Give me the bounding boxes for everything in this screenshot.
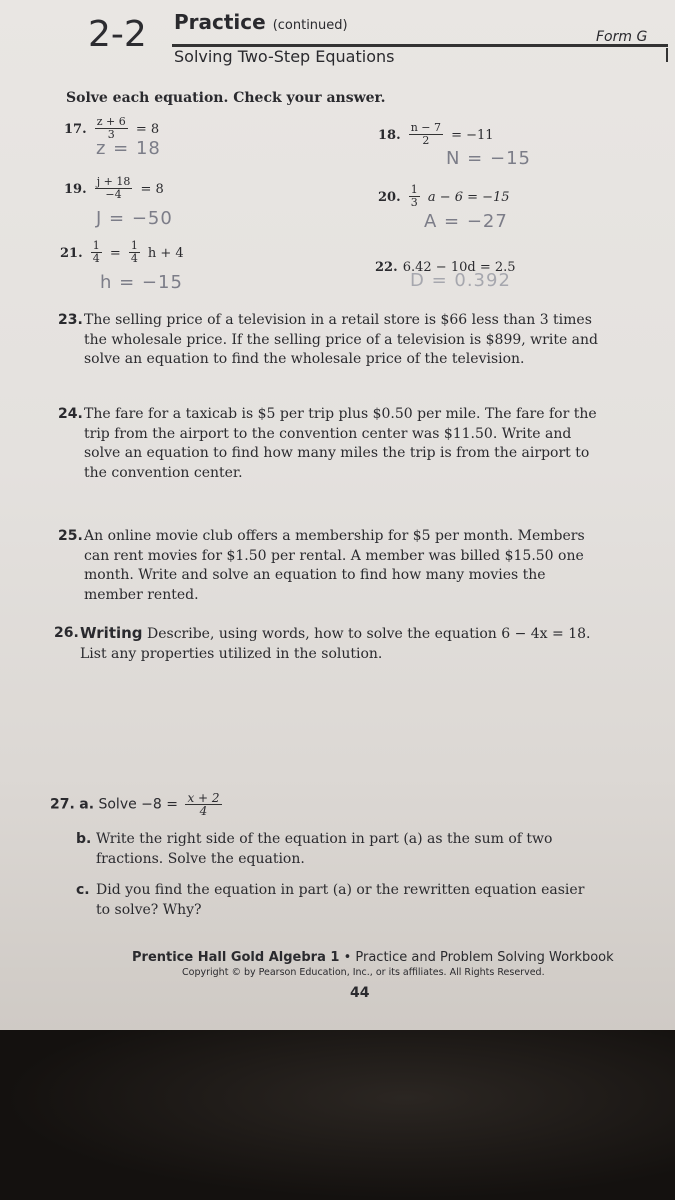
- problem-text: The fare for a taxicab is $5 per trip plus $0.50 per mile. The fare for the trip from the airport to the convention center was $11.50. Write and solve an equation to find how many miles the trip is from the airport to the convention center.: [84, 406, 597, 481]
- numerator: 1: [130, 239, 138, 252]
- equation-rest: = −11: [451, 128, 494, 143]
- problem-text: The selling price of a television in a retail store is $66 less than 3 times the wholesale price. If the selling price of a television is $899, write and solve an equation to find the wholesale price of the television.: [84, 312, 599, 367]
- book-subtitle: Practice and Problem Solving Workbook: [355, 950, 614, 965]
- copyright: Copyright © by Pearson Education, Inc., or its affiliates. All Rights Reserved.: [182, 967, 545, 978]
- denominator: 2: [422, 134, 430, 147]
- fraction: [91, 240, 102, 265]
- fraction: [409, 122, 443, 147]
- handwritten-answer-18: N = −15: [446, 148, 531, 169]
- part-text: Solve −8 =: [98, 796, 178, 813]
- page-subtitle: Solving Two-Step Equations: [174, 47, 395, 66]
- footer-book: [132, 950, 614, 965]
- handwritten-answer-22: D = 0.392: [410, 270, 511, 291]
- lesson-number: 2-2: [88, 14, 147, 55]
- part-text: Did you find the equation in part (a) or the rewritten equation easier to solve? Why?: [96, 882, 585, 918]
- numerator: 1: [92, 239, 100, 252]
- title-suffix: (continued): [272, 18, 348, 33]
- equation-rest: h + 4: [147, 246, 184, 261]
- problem-text: Describe, using words, how to solve the equation 6 − 4x = 18. List any properties utilized in the solution.: [80, 626, 591, 662]
- equation-rest: = 8: [135, 122, 160, 137]
- problem-27c: [76, 881, 596, 920]
- writing-label: Writing: [80, 624, 143, 642]
- part-label: b.: [76, 831, 92, 847]
- book-title: Prentice Hall Gold Algebra 1: [132, 950, 340, 965]
- numerator: z + 6: [96, 115, 126, 128]
- part-text: Write the right side of the equation in part (a) as the sum of two fractions. Solve the equation.: [96, 831, 553, 867]
- problem-number: 24.: [58, 406, 83, 422]
- problem-27b: [76, 830, 596, 869]
- exercise-number: 22.: [375, 260, 398, 275]
- problem-27a: [50, 792, 225, 817]
- denominator: 4: [92, 252, 100, 265]
- problem-number: 25.: [58, 528, 83, 544]
- problem-number: 23.: [58, 312, 83, 328]
- denominator: 3: [107, 128, 115, 141]
- problem-24: [58, 405, 606, 483]
- part-label: c.: [76, 882, 90, 898]
- handwritten-answer-19: J = −50: [96, 208, 173, 229]
- equation-rest: = 8: [140, 182, 164, 197]
- denominator: −4: [105, 188, 122, 201]
- handwritten-answer-20: A = −27: [424, 211, 508, 232]
- denominator: 4: [130, 252, 138, 265]
- exercise-number: 20.: [378, 190, 401, 205]
- exercise-number: 19.: [64, 182, 87, 197]
- exercise-21: [60, 240, 184, 265]
- dark-background: [0, 1030, 675, 1200]
- form-label: Form G: [596, 29, 648, 45]
- exercise-number: 21.: [60, 246, 83, 261]
- equals-sign: =: [109, 246, 121, 261]
- problem-23: [58, 311, 598, 370]
- problem-26: [54, 624, 614, 664]
- fraction: [129, 240, 140, 265]
- numerator: j + 18: [96, 175, 131, 188]
- equation-rest: a − 6 = −15: [427, 190, 510, 205]
- equation-text: 6.42 − 10d = 2.5: [402, 260, 516, 275]
- problem-text: An online movie club offers a membership for $5 per month. Members can rent movies for $1.50 per rental. A member was billed $15.50 one month. Write and solve an equation to find how many movies the member rented.: [84, 528, 585, 603]
- footer-bullet: •: [343, 950, 352, 965]
- page-number: 44: [350, 985, 370, 1001]
- problem-body: [54, 624, 614, 664]
- problem-number: 26.: [54, 625, 79, 641]
- numerator: x + 2: [187, 791, 220, 805]
- exercise-20: [378, 184, 510, 209]
- page-title: [174, 10, 348, 34]
- denominator: 3: [410, 196, 418, 209]
- instructions: Solve each equation. Check your answer.: [66, 90, 386, 106]
- problem-25: [58, 527, 588, 605]
- header-corner: [652, 48, 668, 62]
- exercise-number: 17.: [64, 122, 87, 137]
- handwritten-answer-17: z = 18: [96, 138, 161, 159]
- problem-number: 27.: [50, 796, 75, 813]
- exercise-18: [378, 122, 494, 147]
- exercise-19: [64, 176, 164, 201]
- fraction: [185, 792, 221, 817]
- handwritten-answer-21: h = −15: [100, 272, 183, 293]
- fraction: [409, 184, 420, 209]
- numerator: 1: [410, 183, 418, 196]
- fraction: [95, 176, 133, 201]
- exercise-number: 18.: [378, 128, 401, 143]
- numerator: n − 7: [410, 121, 442, 134]
- denominator: 4: [199, 804, 208, 818]
- title-text: Practice: [174, 10, 266, 34]
- part-label: a.: [79, 796, 95, 813]
